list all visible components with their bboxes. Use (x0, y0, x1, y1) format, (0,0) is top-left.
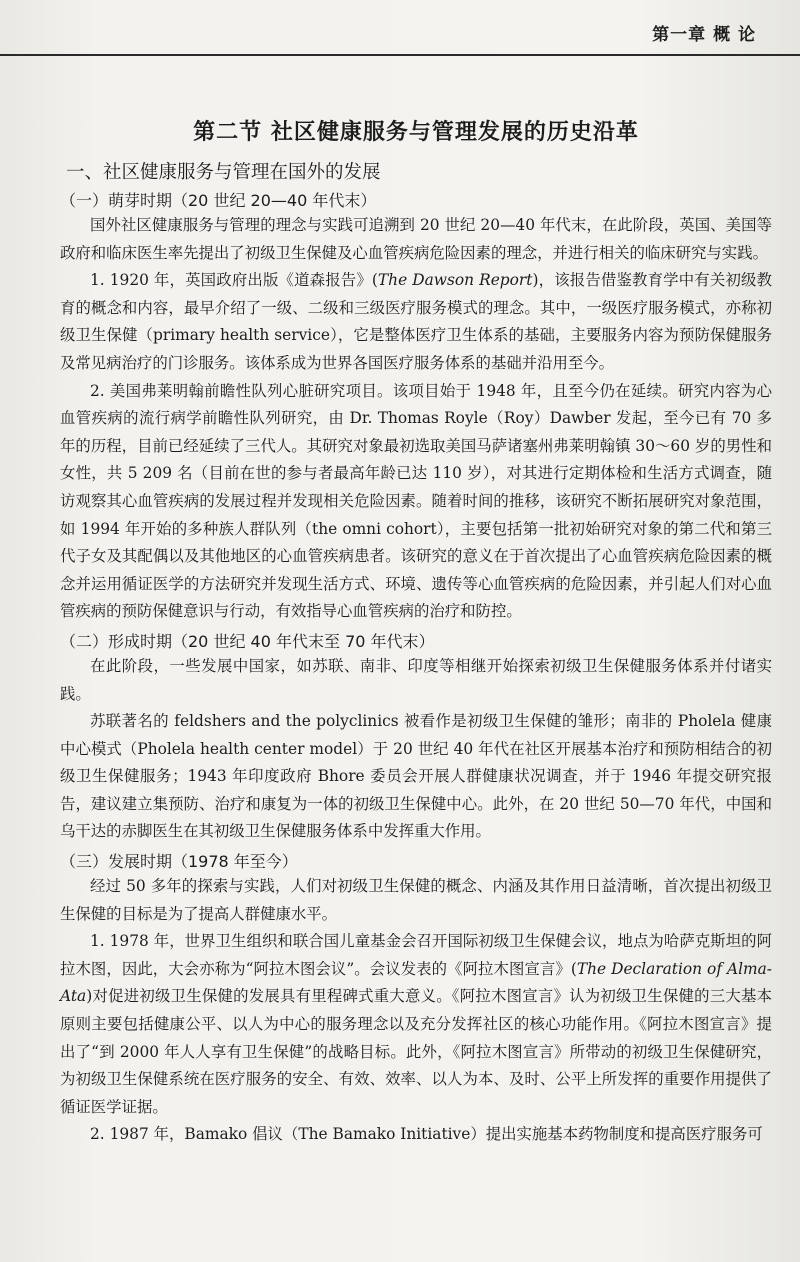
period-heading-1: （一）萌芽时期（20 世纪 20—40 年代末） (60, 191, 377, 210)
paragraph: 2. 1987 年，Bamako 倡议（The Bamako Initiative）提出实施基本药物制度和提高医疗服务可 (90, 1125, 763, 1144)
text-span: 1. 1978 年，世界卫生组织和联合国儿童基金会召开国际初级卫生保健会议，地点为哈萨克斯坦的阿拉木图，因此，大会亦称为“阿拉木图会议”。会议发表的《阿拉木图宣言》( (60, 932, 772, 978)
paragraph (60, 267, 772, 377)
paragraph: 国外社区健康服务与管理的理念与实践可追溯到 20 世纪 20—40 年代末，在此阶段，英国、美国等政府和临床医生率先提出了初级卫生保健及心血管疾病危险因素的理念，并进行相关的临床研究与实践。 (60, 216, 772, 262)
text-span: )对促进初级卫生保健的发展具有里程碑式重大意义。《阿拉木图宣言》认为初级卫生保健的三大基本原则主要包括健康公平、以人为中心的服务理念以及充分发挥社区的核心功能作用。《阿拉木图宣言》提出了“到 2000 年人人享有卫生保健”的战略目标。此外，《阿拉木图宣言》所带动的初级卫生保健研究，为初级卫生保健系统在医疗服务的安全、有效、效率、以人为本、及时、公平上所发挥的重要作用提供了循证医学证据。 (60, 987, 772, 1116)
period-heading-2: （二）形成时期（20 世纪 40 年代末至 70 年代末） (60, 631, 435, 651)
page-content (60, 115, 772, 1149)
text-span: )，该报告借鉴教育学中有关初级教育的概念和内容，最早介绍了一级、二级和三级医疗服务模式的理念。其中，一级医疗服务模式，亦称初级卫生保健（primary health service），它是整体医疗卫生体系的基础，主要服务内容为预防保健服务及常见病治疗的门诊服务。该体系成为世界各国医疗服务体系的基础并沿用至今。 (60, 271, 772, 372)
subsection-title: 一、社区健康服务与管理在国外的发展 (66, 162, 381, 183)
italic-title: The Declaration of Alma-Ata (60, 959, 772, 1006)
paragraph: 2. 美国弗莱明翰前瞻性队列心脏研究项目。该项目始于 1948 年，且至今仍在延续。研究内容为心血管疾病的流行病学前瞻性队列研究，由 Dr. Thomas Royle（Roy）Dawber 发起，至今已有 70 多年的历程，目前已经延续了三代人。其研究对象最初选取美国马萨诸塞州弗莱明翰镇 30～60 岁的男性和女性，共 5 209 名（目前在世的参与者最高年龄已达 110 岁），对其进行定期体检和生活方式调查，随访观察其心血管疾病的发展过程并发现相关危险因素。随着时间的推移，该研究不断拓展研究对象范围，如 1994 年开始的多种族人群队列（the omni cohort），主要包括第一批初始研究对象的第二代和第三代子女及其配偶以及其他地区的心血管疾病患者。该研究的意义在于首次提出了心血管疾病危险因素的概念并运用循证医学的方法研究并发现生活方式、环境、遗传等心血管疾病的危险因素，并引起人们对心血管疾病的预防保健意识与行动，有效指导心血管疾病的治疗和防控。 (60, 381, 772, 621)
paragraph: 苏联著名的 feldshers and the polyclinics 被看作是初级卫生保健的雏形；南非的 Pholela 健康中心模式（Pholela health center model）于 20 世纪 40 年代在社区开展基本治疗和预防相结合的初级卫生保健服务；1943 年印度政府 Bhore 委员会开展人群健康状况调查，并于 1946 年提交研究报告，建议建立集预防、治疗和康复为一体的初级卫生保健中心。此外，在 20 世纪 50—70 年代，中国和乌干达的赤脚医生在其初级卫生保健服务体系中发挥重大作用。 (60, 712, 772, 841)
paragraph: 经过 50 多年的探索与实践，人们对初级卫生保健的概念、内涵及其作用日益清晰，首次提出初级卫生保健的目标是为了提高人群健康水平。 (60, 877, 772, 923)
header-rule (0, 54, 800, 56)
paragraph: 在此阶段，一些发展中国家，如苏联、南非、印度等相继开始探索初级卫生保健服务体系并付诸实践。 (60, 656, 772, 703)
section-title: 第二节 社区健康服务与管理发展的历史沿革 (193, 120, 639, 145)
italic-title: The Dawson Report (377, 271, 533, 290)
paragraph (60, 928, 772, 1121)
text-span: 1. 1920 年，英国政府出版《道森报告》( (90, 271, 378, 290)
running-head: 第一章 概 论 (652, 25, 756, 45)
period-heading-3: （三）发展时期（1978 年至今） (60, 852, 298, 872)
